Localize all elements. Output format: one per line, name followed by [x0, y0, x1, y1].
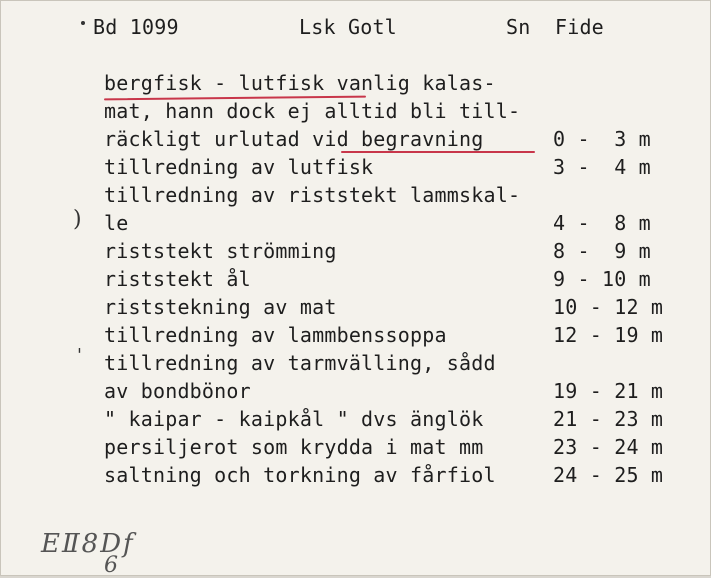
entry-text: mat, hann dock ej alltid bli till-	[104, 99, 521, 123]
header-sn: Sn Fide	[506, 15, 604, 39]
header-dot	[81, 21, 85, 25]
entry-range: 21 - 23 m	[553, 407, 664, 431]
header-bd: Bd 1099	[93, 15, 179, 39]
entry-range: 0 - 3 m	[553, 127, 651, 151]
entry-text: le	[104, 211, 129, 235]
margin-tick: '	[77, 345, 82, 366]
entry-range: 23 - 24 m	[553, 435, 664, 459]
entry-range: 4 - 8 m	[553, 211, 651, 235]
entry-text: tillredning av tarmvälling, sådd	[104, 351, 496, 375]
entry-text: riststekt strömming	[104, 239, 337, 263]
entry-text: av bondbönor	[104, 379, 251, 403]
handwritten-code: EⅡ8Df	[41, 529, 135, 559]
entry-range: 19 - 21 m	[553, 379, 664, 403]
entry-range: 8 - 9 m	[553, 239, 651, 263]
entry-text: tillredning av lammbenssoppa	[104, 323, 447, 347]
entry-range: 12 - 19 m	[553, 323, 664, 347]
entry-range: 24 - 25 m	[553, 463, 664, 487]
header-lsk: Lsk Gotl	[299, 15, 397, 39]
entry-text: riststekning av mat	[104, 295, 337, 319]
entry-text: " kaipar - kaipkål " dvs änglök	[104, 407, 484, 431]
entry-range: 10 - 12 m	[553, 295, 664, 319]
entry-text: räckligt urlutad vid begravning	[104, 127, 484, 151]
handwritten-number: 6	[104, 553, 120, 578]
entry-text: saltning och torkning av fårfiol	[104, 463, 496, 487]
entry-text: riststekt ål	[104, 267, 251, 291]
margin-paren: )	[73, 207, 82, 232]
entry-text: persiljerot som krydda i mat mm	[104, 435, 484, 459]
underline-begravning	[341, 151, 535, 153]
entry-text: tillredning av riststekt lammskal-	[104, 183, 521, 207]
entry-range: 9 - 10 m	[553, 267, 651, 291]
entry-text: bergfisk - lutfisk vanlig kalas-	[104, 71, 496, 95]
entry-range: 3 - 4 m	[553, 155, 651, 179]
entry-text: tillredning av lutfisk	[104, 155, 374, 179]
